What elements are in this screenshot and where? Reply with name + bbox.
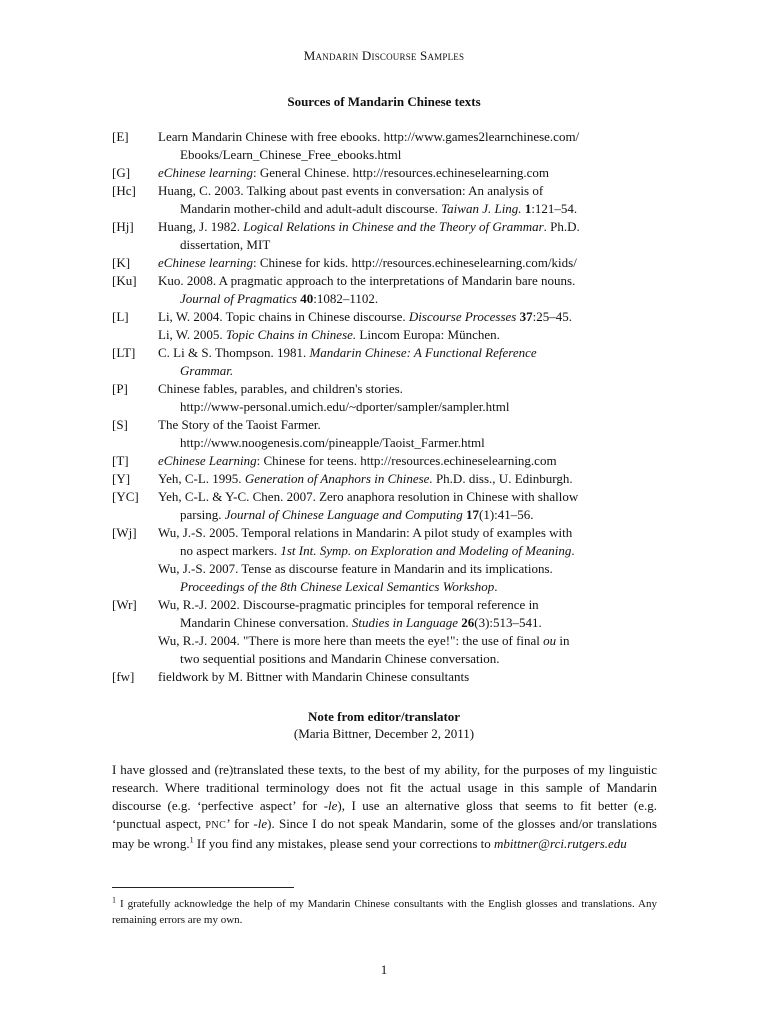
- reference-key: [E]: [112, 129, 129, 144]
- reference-entry: [112, 470, 657, 488]
- reference-body: [158, 416, 657, 452]
- note-title: Note from editor/translator: [307, 709, 461, 724]
- reference-italic-text: Mandarin Chinese: A Functional Reference: [309, 345, 537, 360]
- reference-text: The Story of the Taoist Farmer.: [158, 417, 321, 432]
- reference-line: [158, 578, 657, 596]
- reference-text[interactable]: : Chinese for kids. http://resources.echineselearning.com/kids/: [252, 255, 577, 270]
- reference-text: Yeh, C-L. 1995.: [158, 471, 245, 486]
- reference-text: Mandarin mother-child and adult-adult discourse.: [180, 201, 442, 216]
- reference-italic-text: Grammar.: [180, 363, 234, 378]
- reference-text: .: [494, 579, 498, 594]
- reference-text: . Ph.D.: [543, 219, 580, 234]
- reference-body: [158, 254, 657, 272]
- reference-body: [158, 308, 657, 344]
- reference-line: [158, 632, 657, 650]
- footnote-number: 1: [112, 895, 116, 905]
- reference-text: Huang, J. 1982.: [158, 219, 244, 234]
- reference-line: [158, 560, 657, 578]
- sources-title: Sources of Mandarin Chinese texts: [287, 94, 481, 109]
- para-text: If you find any mistakes, please send your corrections to: [193, 836, 494, 851]
- reference-italic-text: 1st Int. Symp. on Exploration and Modeling of Meaning: [280, 543, 572, 558]
- reference-entry: [112, 488, 657, 524]
- reference-italic-text: eChinese learning: [158, 255, 253, 270]
- reference-entry: [112, 596, 657, 668]
- reference-italic-text: Proceedings of the 8th Chinese Lexical Semantics Workshop: [180, 579, 495, 594]
- reference-entry: [112, 344, 657, 380]
- para-text: ’ for: [226, 816, 254, 831]
- reference-line: [158, 326, 657, 344]
- reference-text: parsing.: [180, 507, 225, 522]
- reference-text: dissertation, MIT: [180, 237, 271, 252]
- reference-line: [158, 272, 657, 290]
- reference-italic-text: Generation of Anaphors in Chinese.: [244, 471, 433, 486]
- reference-body: [158, 668, 657, 686]
- reference-text: Huang, C. 2003. Talking about past events in conversation: An analysis of: [158, 183, 544, 198]
- reference-text: Wu, J.-S. 2005. Temporal relations in Mandarin: A pilot study of examples with: [158, 525, 573, 540]
- reference-line: [158, 506, 657, 524]
- reference-text: (3):513–541.: [474, 615, 542, 630]
- para-pnc-gloss: PNC: [205, 820, 227, 831]
- reference-text: :25–45.: [532, 309, 572, 324]
- reference-key: [P]: [112, 381, 128, 396]
- footnote: [112, 896, 657, 928]
- footnote-text: I gratefully acknowledge the help of my Mandarin Chinese consultants with the English glosses and translations. Any remaining errors are my own.: [112, 898, 657, 926]
- reference-key: [S]: [112, 417, 128, 432]
- reference-text: Yeh, C-L. & Y-C. Chen. 2007. Zero anaphora resolution in Chinese with shallow: [158, 489, 579, 504]
- reference-text: C. Li & S. Thompson. 1981.: [158, 345, 310, 360]
- reference-entry: [112, 182, 657, 218]
- reference-italic-text: Taiwan J. Ling.: [441, 201, 522, 216]
- para-text: ). Since I do not speak Mandarin, some of the glosses and/or translations may be wrong.: [112, 816, 657, 851]
- reference-key: [Wj]: [112, 525, 137, 540]
- reference-line: [158, 452, 657, 470]
- reference-key: [Y]: [112, 471, 131, 486]
- reference-text: :121–54.: [531, 201, 578, 216]
- reference-italic-text: Logical Relations in Chinese and the Theory of Grammar: [243, 219, 544, 234]
- reference-line: [158, 596, 657, 614]
- reference-key: [Wr]: [112, 597, 137, 612]
- reference-text: Kuo. 2008. A pragmatic approach to the interpretations of Mandarin bare nouns.: [158, 273, 576, 288]
- reference-italic-text: Topic Chains in Chinese.: [225, 327, 357, 342]
- reference-entry: [112, 380, 657, 416]
- reference-text: two sequential positions and Mandarin Chinese conversation.: [180, 651, 500, 666]
- reference-body: [158, 596, 657, 668]
- reference-line: [158, 290, 657, 308]
- reference-key: [Ku]: [112, 273, 137, 288]
- reference-body: [158, 182, 657, 218]
- reference-body: [158, 272, 657, 308]
- reference-line: [158, 254, 657, 272]
- reference-volume: 40: [300, 291, 314, 306]
- reference-line: [158, 542, 657, 560]
- reference-entry: [112, 254, 657, 272]
- reference-entry: [112, 128, 657, 164]
- reference-entry: [112, 416, 657, 452]
- reference-list: [112, 128, 657, 686]
- reference-body: [158, 470, 657, 488]
- reference-text[interactable]: Learn Mandarin Chinese with free ebooks. http://www.games2learnchinese.com/: [158, 129, 580, 144]
- reference-text: Wu, R.-J. 2004. "There is more here than meets the eye!": the use of final: [158, 633, 544, 648]
- reference-entry: [112, 218, 657, 254]
- reference-key: [fw]: [112, 669, 135, 684]
- reference-line: [158, 668, 657, 686]
- reference-line: [158, 470, 657, 488]
- reference-entry: [112, 164, 657, 182]
- note-paragraph: [112, 761, 657, 853]
- reference-line: [158, 380, 657, 398]
- reference-text[interactable]: http://www-personal.umich.edu/~dporter/sampler/sampler.html: [180, 399, 510, 414]
- reference-key: [T]: [112, 453, 129, 468]
- reference-text: (1):41–56.: [479, 507, 534, 522]
- reference-body: [158, 488, 657, 524]
- reference-key: [YC]: [112, 489, 139, 504]
- reference-italic-text: Studies in Language: [351, 615, 459, 630]
- para-le-term: -le: [253, 816, 268, 831]
- note-subtitle: (Maria Bittner, December 2, 2011): [293, 726, 475, 741]
- reference-text: .: [571, 543, 575, 558]
- reference-volume: 37: [519, 309, 533, 324]
- footnote-marker[interactable]: 1: [189, 835, 194, 845]
- reference-line: [158, 146, 657, 164]
- reference-text: Mandarin Chinese conversation.: [180, 615, 352, 630]
- reference-text: Li, W. 2005.: [158, 327, 226, 342]
- email-address[interactable]: mbittner@rci.rutgers.edu: [494, 836, 627, 851]
- reference-italic-text: eChinese Learning: [158, 453, 257, 468]
- reference-key: [Hj]: [112, 219, 134, 234]
- reference-line: [158, 182, 657, 200]
- page-number: 1: [380, 962, 388, 977]
- reference-text: Wu, R.-J. 2002. Discourse-pragmatic principles for temporal reference in: [158, 597, 539, 612]
- reference-text: Chinese fables, parables, and children's stories.: [158, 381, 403, 396]
- para-text: I have glossed and (re)translated these texts, to the best of my ability, for the purposes of my linguistic research. Where traditional terminology does not fit the actual usage in this sample of Mandarin discourse (e.g. ‘perfective aspect’ for: [112, 762, 657, 813]
- reference-line: [158, 362, 657, 380]
- reference-line: [158, 128, 657, 146]
- reference-volume: 17: [466, 507, 479, 522]
- reference-body: [158, 380, 657, 416]
- reference-key: [Hc]: [112, 183, 136, 198]
- reference-key: [LT]: [112, 345, 136, 360]
- para-le-term: -le: [323, 798, 338, 813]
- reference-line: [158, 344, 657, 362]
- reference-entry: [112, 308, 657, 344]
- running-head: Mandarin Discourse Samples: [303, 48, 465, 63]
- reference-text: Ebooks/Learn_Chinese_Free_ebooks.html: [180, 147, 402, 162]
- reference-line: [158, 218, 657, 236]
- reference-body: [158, 128, 657, 164]
- reference-italic-text: eChinese learning: [158, 165, 253, 180]
- reference-text[interactable]: : General Chinese. http://resources.echineselearning.com: [252, 165, 549, 180]
- reference-line: [158, 524, 657, 542]
- reference-line: [158, 614, 657, 632]
- footnote-divider: [112, 887, 294, 888]
- reference-line: [158, 488, 657, 506]
- reference-volume: 26: [461, 615, 475, 630]
- reference-volume: 1: [524, 201, 532, 216]
- reference-text: Lincom Europa: München.: [356, 327, 500, 342]
- reference-entry: [112, 524, 657, 596]
- reference-text: in: [556, 633, 570, 648]
- reference-text[interactable]: : Chinese for teens. http://resources.echineselearning.com: [256, 453, 557, 468]
- reference-body: [158, 344, 657, 380]
- reference-text[interactable]: http://www.noogenesis.com/pineapple/Taoist_Farmer.html: [180, 435, 485, 450]
- reference-text: Li, W. 2004. Topic chains in Chinese discourse.: [158, 309, 409, 324]
- reference-line: [158, 416, 657, 434]
- reference-text: no aspect markers.: [180, 543, 281, 558]
- reference-body: [158, 452, 657, 470]
- reference-italic-text: Journal of Pragmatics: [180, 291, 297, 306]
- reference-key: [L]: [112, 309, 129, 324]
- reference-text: Ph.D. diss., U. Edinburgh.: [432, 471, 573, 486]
- reference-line: [158, 650, 657, 668]
- reference-text: :1082–1102.: [313, 291, 379, 306]
- reference-key: [G]: [112, 165, 131, 180]
- reference-body: [158, 218, 657, 254]
- para-text: ), I use an alternative gloss that seems to fit better (e.g. ‘punctual aspect,: [112, 798, 657, 831]
- reference-key: [K]: [112, 255, 131, 270]
- reference-line: [158, 308, 657, 326]
- reference-line: [158, 200, 657, 218]
- reference-line: [158, 434, 657, 452]
- reference-entry: [112, 668, 657, 686]
- reference-body: [158, 524, 657, 596]
- reference-line: [158, 236, 657, 254]
- reference-entry: [112, 452, 657, 470]
- reference-text: fieldwork by M. Bittner with Mandarin Chinese consultants: [158, 669, 470, 684]
- reference-italic-text: ou: [543, 633, 557, 648]
- reference-text: Wu, J.-S. 2007. Tense as discourse feature in Mandarin and its implications.: [158, 561, 553, 576]
- reference-italic-text: Discourse Processes: [408, 309, 517, 324]
- reference-line: [158, 398, 657, 416]
- reference-italic-text: Journal of Chinese Language and Computing: [224, 507, 463, 522]
- reference-line: [158, 164, 657, 182]
- reference-body: [158, 164, 657, 182]
- reference-entry: [112, 272, 657, 308]
